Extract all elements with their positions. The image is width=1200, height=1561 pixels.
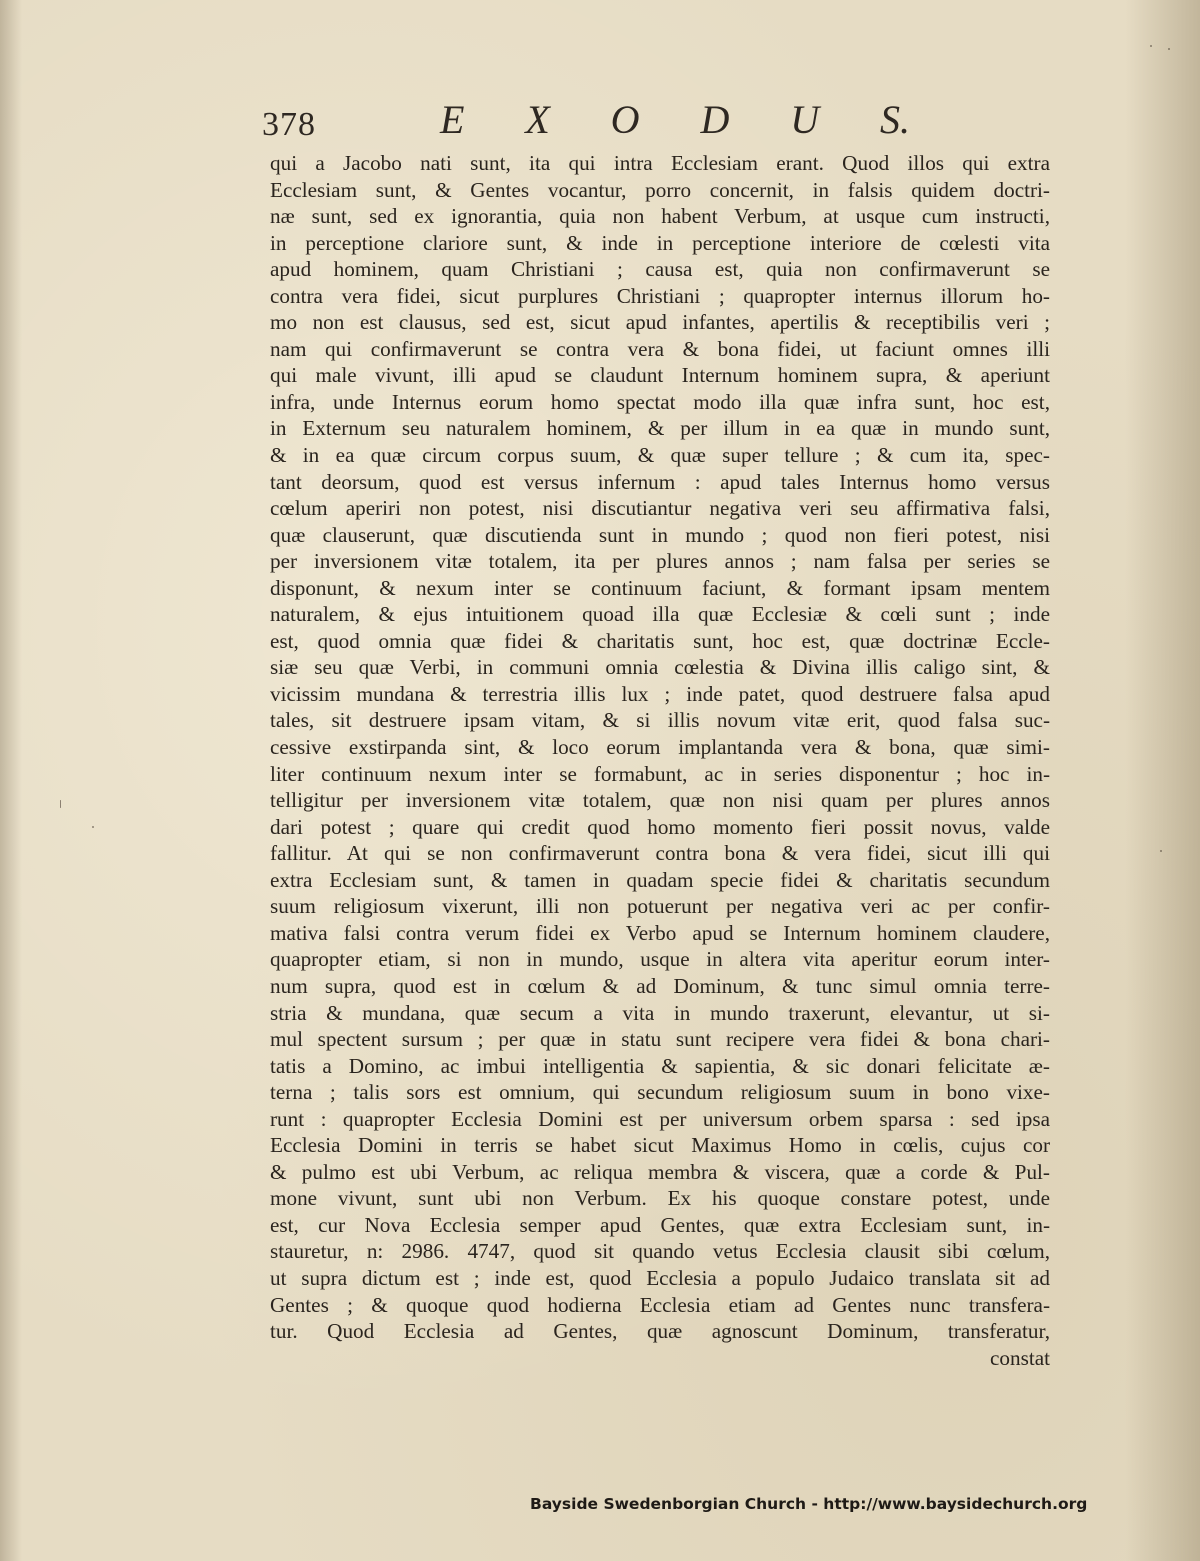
paper-speck: [60, 800, 61, 808]
text-line: est, cur Nova Ecclesia semper apud Gentes, quæ extra Ecclesiam sunt, in-: [270, 1212, 1050, 1237]
text-line: & in ea quæ circum corpus suum, & quæ super tellure ; & cum ita, spec-: [270, 443, 1050, 468]
paper-speck: [1168, 48, 1170, 50]
text-line: disponunt, & nexum inter se continuum faciunt, & formant ipsam mentem: [270, 575, 1050, 600]
text-line: num supra, quod est in cœlum & ad Dominum, & tunc simul omnia terre-: [270, 973, 1050, 998]
text-line: cœlum aperiri non potest, nisi discutiantur negativa veri seu affirmativa falsi,: [270, 496, 1050, 521]
text-line: in Externum seu naturalem hominem, & per illum in ea quæ in mundo sunt,: [270, 416, 1050, 441]
footer-credit: Bayside Swedenborgian Church - http://www.baysidechurch.org: [530, 1495, 1088, 1513]
text-line: in perceptione clariore sunt, & inde in perceptione interiore de cœlesti vita: [270, 230, 1050, 255]
text-line: tales, sit destruere ipsam vitam, & si illis novum vitæ erit, quod falsa suc-: [270, 708, 1050, 733]
text-line: dari potest ; quare qui credit quod homo momento fieri possit novus, valde: [270, 814, 1050, 839]
text-line: & pulmo est ubi Verbum, ac reliqua membra & viscera, quæ a corde & Pul-: [270, 1159, 1050, 1184]
text-line: contra vera fidei, sicut purplures Christiani ; quapropter internus illorum ho-: [270, 283, 1050, 308]
text-line: Ecclesia Domini in terris se habet sicut Maximus Homo in cœlis, cujus cor: [270, 1133, 1050, 1158]
text-line: nam qui confirmaverunt se contra vera & bona fidei, ut faciunt omnes illi: [270, 336, 1050, 361]
gutter-shadow: [0, 0, 22, 1561]
text-line: tant deorsum, quod est versus infernum : apud tales Internus homo versus: [270, 469, 1050, 494]
paper-speck: [1150, 45, 1152, 47]
text-line: næ sunt, sed ex ignorantia, quia non habent Verbum, at usque cum instructi,: [270, 204, 1050, 229]
text-line: ut supra dictum est ; inde est, quod Ecclesia a populo Judaico translata sit ad: [270, 1265, 1050, 1290]
running-head-letter: O: [610, 97, 640, 142]
text-line: quapropter etiam, si non in mundo, usque in altera vita aperitur eorum inter-: [270, 947, 1050, 972]
text-line: fallitur. At qui se non confirmaverunt contra bona & vera fidei, sicut illi qui: [270, 841, 1050, 866]
text-line: est, quod omnia quæ fidei & charitatis sunt, hoc est, quæ doctrinæ Eccle-: [270, 628, 1050, 653]
text-line: mo non est clausus, sed est, sicut apud infantes, apertilis & receptibilis veri ;: [270, 310, 1050, 335]
text-line: extra Ecclesiam sunt, & tamen in quadam specie fidei & charitatis secundum: [270, 867, 1050, 892]
text-line: apud hominem, quam Christiani ; causa est, quia non confirmaverunt se: [270, 257, 1050, 282]
catchword: constat: [989, 1345, 1050, 1370]
paper-speck: [1160, 850, 1162, 852]
running-head-letter: U: [790, 97, 820, 142]
text-line: mone vivunt, sunt ubi non Verbum. Ex his quoque constare potest, unde: [270, 1186, 1050, 1211]
text-line: telligitur per inversionem vitæ totalem, quæ non nisi quam per plures annos: [270, 788, 1050, 813]
running-head-letter: S.: [880, 97, 910, 142]
text-line: qui a Jacobo nati sunt, ita qui intra Ecclesiam erant. Quod illos qui extra: [270, 151, 1050, 175]
text-line: tur. Quod Ecclesia ad Gentes, quæ agnoscunt Dominum, transferatur,: [270, 1319, 1050, 1344]
text-line: tatis a Domino, ac imbui intelligentia & sapientia, & sic donari felicitate æ-: [270, 1053, 1050, 1078]
text-line: qui male vivunt, illi apud se claudunt Internum hominem supra, & aperiunt: [270, 363, 1050, 388]
text-line: siæ seu quæ Verbi, in communi omnia cœlestia & Divina illis caligo sint, &: [270, 655, 1050, 680]
text-line: mativa falsi contra verum fidei ex Verbo apud se Internum hominem claudere,: [270, 920, 1050, 945]
body-text: [270, 150, 1050, 1371]
running-head-letter: E: [440, 97, 465, 142]
text-line: liter continuum nexum inter se formabunt, ac in series disponentur ; hoc in-: [270, 761, 1050, 786]
text-line: quæ clauserunt, quæ discutienda sunt in mundo ; quod non fieri potest, nisi: [270, 522, 1050, 547]
text-line: mul spectent sursum ; per quæ in statu sunt recipere vera fidei & bona chari-: [270, 1027, 1050, 1052]
text-line: vicissim mundana & terrestria illis lux ; inde patet, quod destruere falsa apud: [270, 681, 1050, 706]
text-line: Gentes ; & quoque quod hodierna Ecclesia etiam ad Gentes nunc transfera-: [270, 1292, 1050, 1317]
text-line: per inversionem vitæ totalem, ita per plures annos ; nam falsa per series se: [270, 549, 1050, 574]
text-line: Ecclesiam sunt, & Gentes vocantur, porro concernit, in falsis quidem doctri-: [270, 177, 1050, 202]
text-line: cessive exstirpanda sint, & loco eorum implantanda vera & bona, quæ simi-: [270, 735, 1050, 760]
text-line: suum religiosum vixerunt, illi non potuerunt per negativa veri ac per confir-: [270, 894, 1050, 919]
paper-speck: [92, 826, 94, 828]
text-line: naturalem, & ejus intuitionem quoad illa quæ Ecclesiæ & cœli sunt ; inde: [270, 602, 1050, 627]
page-number: 378: [262, 106, 316, 143]
text-line: stauretur, n: 2986. 4747, quod sit quando vetus Ecclesia clausit sibi cœlum,: [270, 1239, 1050, 1264]
running-head-letter: D: [700, 97, 730, 142]
text-line: infra, unde Internus eorum homo spectat modo illa quæ infra sunt, hoc est,: [270, 389, 1050, 414]
text-line: terna ; talis sors est omnium, qui secundum religiosum suum in bono vixe-: [270, 1080, 1050, 1105]
text-line: stria & mundana, quæ secum a vita in mundo traxerunt, elevantur, ut si-: [270, 1000, 1050, 1025]
running-head: [440, 96, 910, 143]
running-head-letter: X: [525, 97, 550, 142]
text-line: runt : quapropter Ecclesia Domini est per universum orbem sparsa : sed ipsa: [270, 1106, 1050, 1131]
page-edge-shadow: [1125, 0, 1200, 1561]
